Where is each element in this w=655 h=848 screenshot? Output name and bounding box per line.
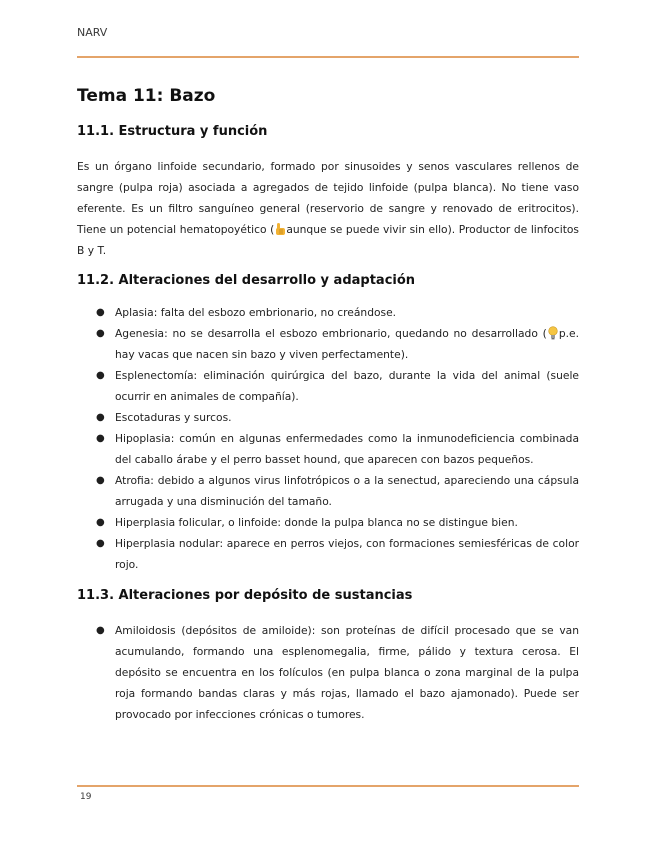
section-3-list [77,620,579,725]
section-title-3: 11.3. Alteraciones por depósito de sustancias [77,588,413,603]
bullet-icon: ● [96,370,105,381]
page-number: 19 [80,792,92,802]
list-item: ● Amiloidosis (depósitos de amiloide): son proteínas de difícil procesado que se van acumulando, formando una esplenomegalia, firme, pálido y textura cerosa. El depósito se encuentra en los folículos (en pulpa blanca o zona marginal de la pulpa roja formando bandas claras y más rojas, llamado el bazo ajamonado). Puede ser provocado por infecciones crónicas o tumores. [77,620,579,725]
bullet-icon: ● [96,412,105,423]
list-item: ● Aplasia: falta del esbozo embrionario, no creándose. [77,302,579,323]
list-item: ● Hiperplasia nodular: aparece en perros viejos, con formaciones semiesféricas de color rojo. [77,533,579,575]
bullet-icon: ● [96,625,105,636]
footer-rule [77,785,579,787]
list-item: ● Atrofia: debido a algunos virus linfotrópicos o a la senectud, apareciendo una cápsula arrugada y una disminución del tamaño. [77,470,579,512]
section-title-2: 11.2. Alteraciones del desarrollo y adaptación [77,273,416,288]
section-1-paragraph [77,156,579,261]
header-rule [77,56,579,58]
hand-pointing-icon [274,222,286,236]
bullet-icon: ● [96,328,105,339]
bullet-icon: ● [96,538,105,549]
list-item: ● Esplenectomía: eliminación quirúrgica del bazo, durante la vida del animal (suele ocurrir en animales de compañía). [77,365,579,407]
list-item: ● Hiperplasia folicular, o linfoide: donde la pulpa blanca no se distingue bien. [77,512,579,533]
agenesia-tail: p.e. hay vacas que nacen sin bazo y viven perfectamente). [115,327,579,361]
light-bulb-icon [547,326,559,340]
section-title-1: 11.1. Estructura y función [77,124,268,139]
bullet-icon: ● [96,433,105,444]
running-header: NARV [77,26,108,39]
section-2-list [77,302,579,575]
list-item: ● Escotaduras y surcos. [77,407,579,428]
list-item: ● Agenesia: no se desarrolla el esbozo embrionario, quedando no desarrollado ( p.e. hay vacas que nacen sin bazo y viven perfectamente). [77,323,579,365]
paragraph-part-a: Es un órgano linfoide secundario, formado por sinusoides y senos vasculares rellenos de sangre (pulpa roja) asociada a agregados de tejido linfoide (pulpa blanca). No tiene vaso eferente. Es un filtro sanguíneo general (reservorio de sangre y renovado de eritrocitos). Tiene un potencial hematopoyético ( [77,160,579,236]
bullet-icon: ● [96,517,105,528]
bullet-icon: ● [96,307,105,318]
bullet-icon: ● [96,475,105,486]
page-content [77,86,579,725]
chapter-title: Tema 11: Bazo [77,86,216,106]
list-item: ● Hipoplasia: común en algunas enfermedades como la inmunodeficiencia combinada del caballo árabe y el perro basset hound, que aparecen con bazos pequeños. [77,428,579,470]
paragraph-part-b: aunque se puede vivir sin ello). Productor de linfocitos B y T. [77,223,579,257]
